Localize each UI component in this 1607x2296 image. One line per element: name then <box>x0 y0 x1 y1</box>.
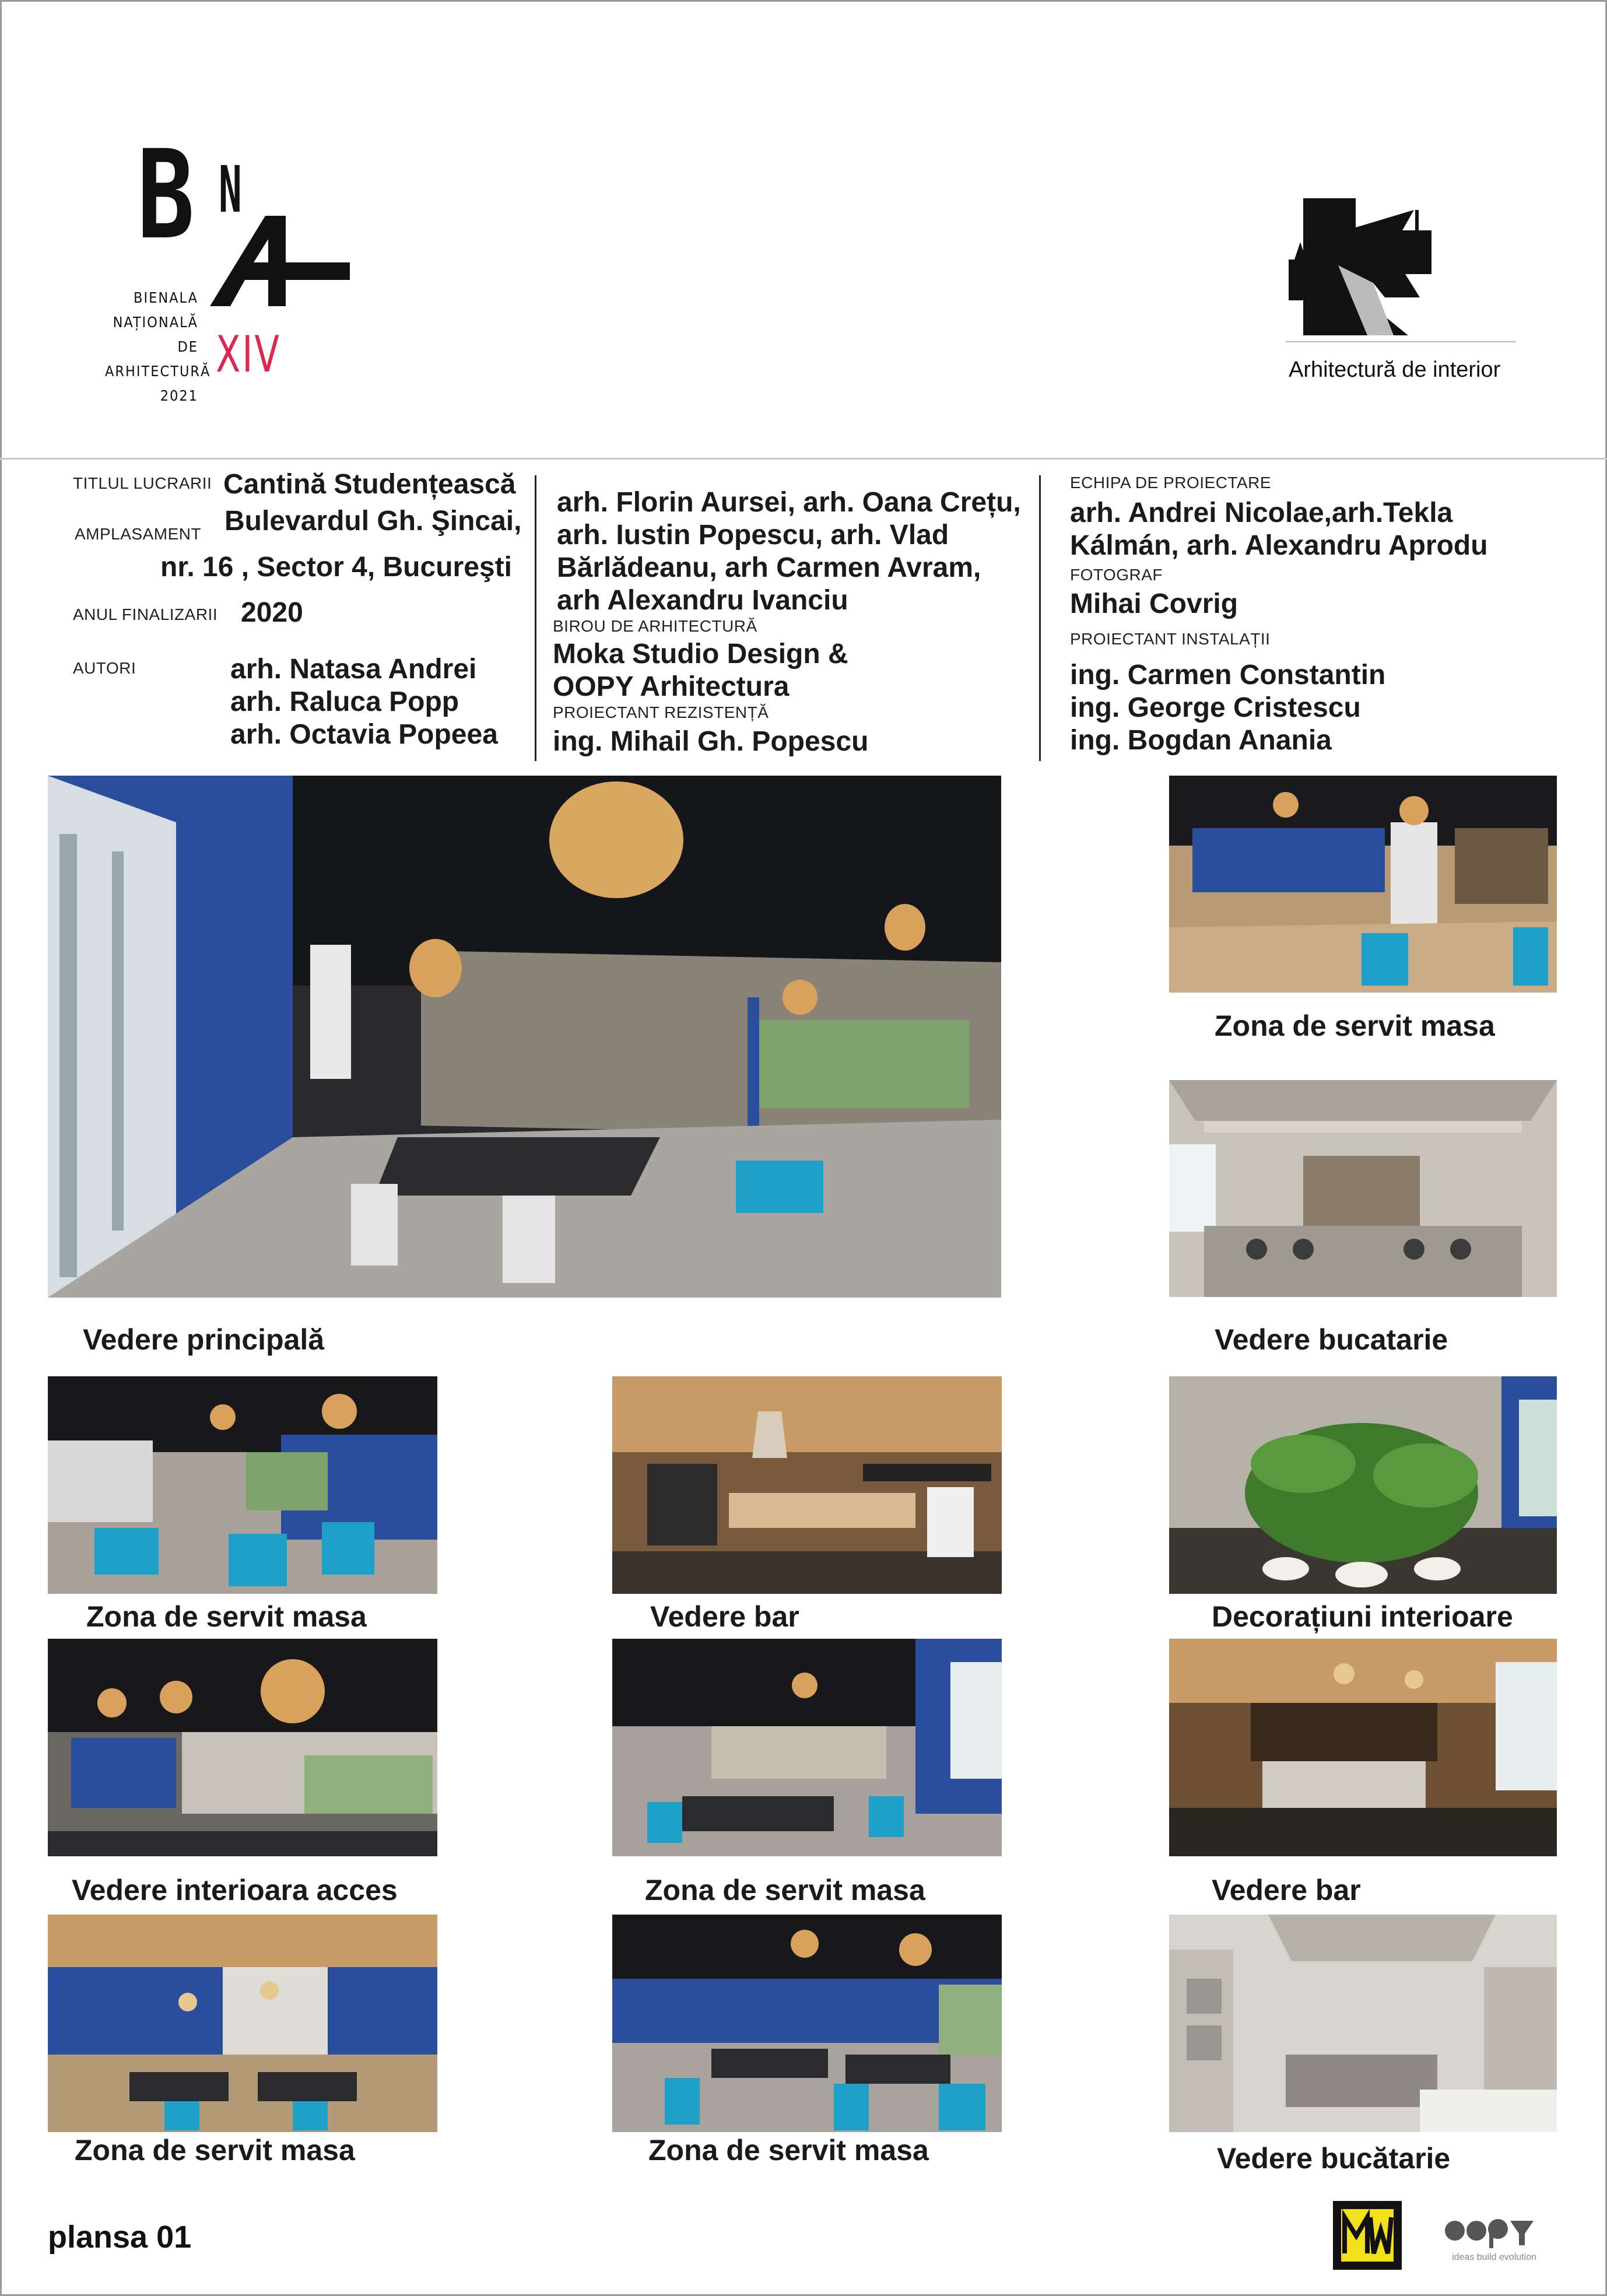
photographer-name: Mihai Covrig <box>1070 588 1238 619</box>
structure-engineer: ing. Mihail Gh. Popescu <box>553 726 869 757</box>
installations-engineer: ing. George Cristescu <box>1070 692 1361 723</box>
column-divider <box>535 475 536 761</box>
team-line: arh. Andrei Nicolae,arh.Tekla <box>1070 497 1453 528</box>
installations-engineer: ing. Bogdan Anania <box>1070 725 1332 756</box>
caption-bar-view: Vedere bar <box>650 1600 799 1633</box>
bna-word: ARHITECTURĂ <box>105 363 211 380</box>
location-label: AMPLASAMENT <box>75 525 202 543</box>
caption-bar-view: Vedere bar <box>1212 1874 1361 1906</box>
sheet-number: plansa 01 <box>48 2220 192 2255</box>
caption-kitchen: Vedere bucătarie <box>1217 2142 1451 2175</box>
bna-logo <box>105 124 350 414</box>
photo-bar-view <box>1169 1639 1557 1856</box>
team-line: Kálmán, arh. Alexandru Aprodu <box>1070 530 1488 561</box>
photo-main-view <box>48 776 1001 1298</box>
photo-dining-area <box>48 1915 437 2132</box>
photo-interior-access <box>48 1639 437 1856</box>
installations-label: PROIECTANT INSTALAȚII <box>1070 630 1271 648</box>
caption-dining-area: Zona de servit masa <box>86 1600 367 1633</box>
location-line-1: Bulevardul Gh. Şincai, <box>224 506 522 537</box>
photo-dining-area <box>1169 776 1557 993</box>
photo-bar-view <box>612 1376 1002 1594</box>
authors-label: AUTORI <box>73 659 136 677</box>
team-line: arh. Florin Aursei, arh. Oana Crețu, <box>557 487 1021 518</box>
installations-engineer: ing. Carmen Constantin <box>1070 660 1386 690</box>
bna-letter-a-mark <box>210 204 350 309</box>
bna-edition: XIV <box>216 325 281 384</box>
team-line: arh Alexandru Ivanciu <box>557 585 848 616</box>
bna-word: NAȚIONALĂ <box>113 314 198 331</box>
completion-year: 2020 <box>241 597 303 628</box>
photographer-label: FOTOGRAF <box>1070 566 1163 584</box>
author-name: arh. Octavia Popeea <box>230 719 498 750</box>
interior-architecture-icon <box>1286 195 1437 341</box>
photo-dining-area <box>48 1376 437 1594</box>
author-name: arh. Raluca Popp <box>230 686 459 717</box>
caption-dining-area: Zona de servit masa <box>75 2134 355 2167</box>
team-line: Bărlădeanu, arh Carmen Avram, <box>557 552 981 583</box>
photo-interior-decoration <box>1169 1376 1557 1594</box>
category-divider <box>1286 341 1516 342</box>
title-label: TITLUL LUCRARII <box>73 474 212 492</box>
category-logo <box>1286 195 1531 391</box>
header-divider <box>0 458 1607 460</box>
caption-interior-decoration: Decorațiuni interioare <box>1212 1600 1513 1633</box>
location-line-2: nr. 16 , Sector 4, Bucureşti <box>160 552 512 583</box>
caption-dining-area: Zona de servit masa <box>645 1874 925 1906</box>
team-label: ECHIPA DE PROIECTARE <box>1070 474 1272 492</box>
category-label: Arhitectură de interior <box>1289 357 1501 382</box>
project-title: Cantină Studențească <box>223 469 516 500</box>
bna-word: DE <box>177 338 198 355</box>
caption-dining-area: Zona de servit masa <box>648 2134 929 2167</box>
column-divider <box>1039 475 1041 761</box>
bna-words <box>105 286 211 408</box>
photo-kitchen <box>1169 1080 1557 1297</box>
caption-interior-access: Vedere interioara acces <box>72 1874 398 1906</box>
office-label: BIROU DE ARHITECTURĂ <box>553 617 757 635</box>
team-line: arh. Iustin Popescu, arh. Vlad <box>557 520 949 551</box>
bna-letter-n: N <box>219 152 242 227</box>
structure-label: PROIECTANT REZISTENȚĂ <box>553 703 769 721</box>
bna-word: 2021 <box>160 387 198 404</box>
caption-main-view: Vedere principală <box>83 1323 325 1356</box>
bna-word: BIENALA <box>134 289 198 306</box>
office-line: Moka Studio Design & <box>553 639 848 669</box>
bna-letter-b: B <box>137 124 195 267</box>
office-line: OOPY Arhitectura <box>553 671 790 702</box>
photo-dining-area <box>612 1639 1002 1856</box>
moka-studio-logo <box>1333 2201 1402 2270</box>
oopy-tagline: ideas build evolution <box>1452 2252 1536 2262</box>
author-name: arh. Natasa Andrei <box>230 654 477 685</box>
caption-kitchen: Vedere bucatarie <box>1215 1323 1448 1356</box>
year-label: ANUL FINALIZARII <box>73 605 218 623</box>
photo-kitchen <box>1169 1915 1557 2132</box>
caption-dining-area: Zona de servit masa <box>1215 1009 1495 1042</box>
photo-dining-area <box>612 1915 1002 2132</box>
